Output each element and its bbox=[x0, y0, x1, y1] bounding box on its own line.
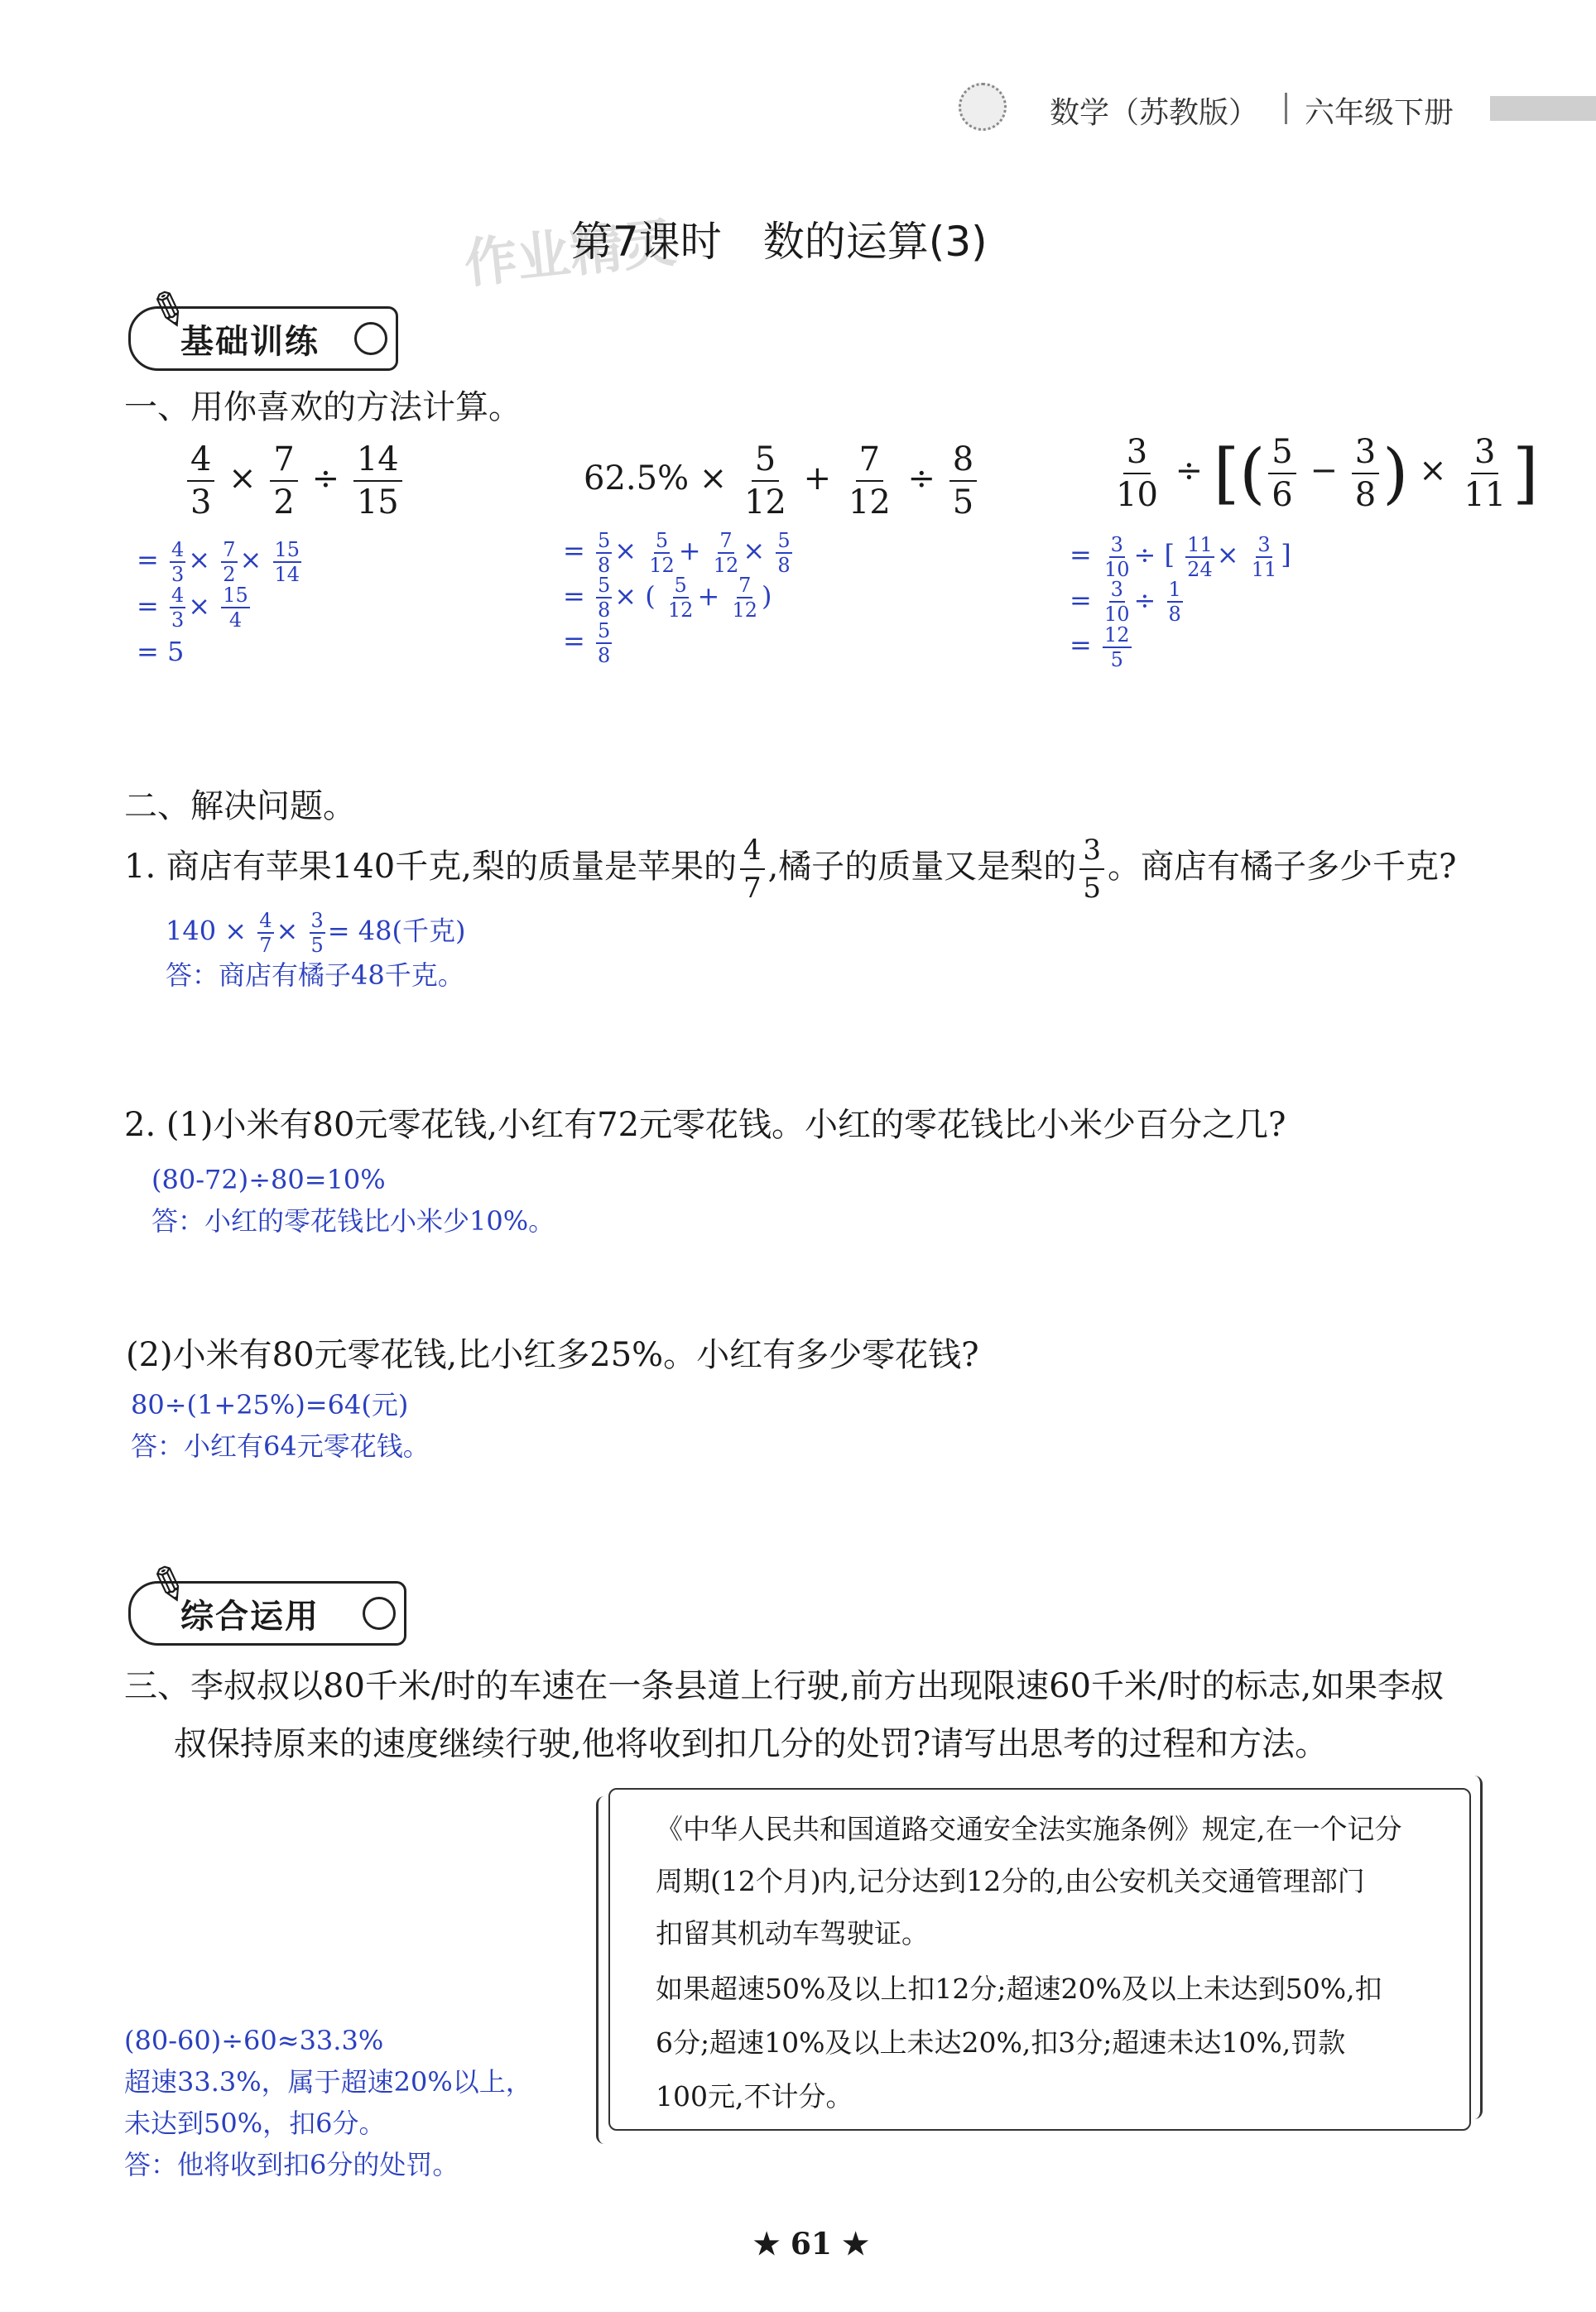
section-basic-label: 基础训练 bbox=[180, 322, 320, 361]
watermark: 作业精灵 bbox=[461, 212, 679, 296]
problem1: $\frac{4}{3}$ × $\frac{7}{2}$ ÷ $\frac{14}{15}$ bbox=[184, 443, 406, 519]
section-comprehensive-label: 综合运用 bbox=[180, 1597, 320, 1636]
scroll-line: 6分;超速10%及以上未达20%,扣3分;超速未达10%,罚款 bbox=[656, 2026, 1346, 2059]
header-divider bbox=[1285, 93, 1287, 124]
part3-text2: 叔保持原来的速度继续行驶,他将收到扣几分的处罚?请写出思考的过程和方法。 bbox=[174, 1725, 1329, 1763]
part3-text1: 三、李叔叔以80千米/时的车速在一条县道上行驶,前方出现限速60千米/时的标志,如果李叔 bbox=[124, 1667, 1445, 1705]
part1-heading: 一、用你喜欢的方法计算。 bbox=[124, 388, 522, 426]
question2a: 2. (1)小米有80元零花钱,小红有72元零花钱。小红的零花钱比小米少百分之几? bbox=[124, 1106, 1286, 1144]
part3-answer: (80-60)÷60≈33.3% 超速33.3%，属于超速20%以上， 未达到50%，扣6分。 答：他将收到扣6分的处罚。 bbox=[124, 2025, 532, 2180]
section-comprehensive-badge bbox=[128, 1553, 406, 1646]
problem3: $\frac{3}{10}$ ÷ [( $\frac{5}{6}$ − $\frac{3}{8}$ ) × $\frac{3}{11}$ ] bbox=[1116, 432, 1539, 514]
scroll-line: 如果超速50%及以上扣12分;超速20%及以上未达到50%,扣 bbox=[656, 1973, 1382, 2005]
page-number: ★ 61 ★ bbox=[753, 2227, 869, 2262]
problem2-answer: = $\frac{5}{8}$ × $\frac{5}{12}$ + $\frac{7}{12}$ × $\frac{5}{8}$ = $\frac{5}{8}$ × ( $\frac{5}{12}$ + $\frac{7}{12}$ ) = $\frac{5}{8}$ bbox=[563, 528, 791, 667]
header-bar bbox=[1490, 96, 1596, 121]
pencil-icon: ✎ bbox=[141, 278, 196, 344]
ring-icon bbox=[354, 322, 387, 355]
lesson-title: 第7课时 数的运算(3) bbox=[571, 218, 988, 266]
question2b-answer: 80÷(1+25%)=64(元) 答：小红有64元零花钱。 bbox=[131, 1389, 430, 1462]
ring-icon bbox=[363, 1597, 396, 1630]
question2a-answer: (80-72)÷80=10% 答：小红的零花钱比小米少10%。 bbox=[151, 1164, 555, 1237]
star-icon: ★ bbox=[753, 2227, 781, 2262]
header-sun-icon bbox=[959, 83, 1007, 131]
problem1-answer: = $\frac{4}{3}$ × $\frac{7}{2}$ × $\frac{15}{14}$ = $\frac{4}{3}$ × $\frac{15}{4}$ = 5 bbox=[137, 537, 300, 667]
question2b: (2)小米有80元零花钱,比小红多25%。小红有多少零花钱? bbox=[126, 1336, 979, 1374]
scroll-line: 100元,不计分。 bbox=[656, 2080, 853, 2113]
question1: 1. 商店有苹果140千克,梨的质量是苹果的 $\frac{4}{7}$ ,橘子的质量又是梨的 $\frac{3}{5}$ 。商店有橘子多少千克? bbox=[124, 834, 1457, 905]
problem2: 62.5% × $\frac{5}{12}$ + $\frac{7}{12}$ ÷ $\frac{8}{5}$ bbox=[584, 443, 980, 519]
scroll-line: 周期(12个月)内,记分达到12分的,由公安机关交通管理部门 bbox=[656, 1865, 1365, 1897]
scroll-roll-left bbox=[596, 1796, 615, 2144]
regulation-scroll bbox=[608, 1788, 1471, 2131]
header-grade: 六年级下册 bbox=[1305, 96, 1454, 130]
star-icon: ★ bbox=[842, 2227, 869, 2262]
scroll-line: 《中华人民共和国道路交通安全法实施条例》规定,在一个记分 bbox=[656, 1813, 1402, 1845]
section-basic-badge bbox=[128, 278, 398, 371]
question1-answer: 140 × $\frac{4}{7}$ × $\frac{3}{5}$ = 48(千克) 答：商店有橘子48千克。 bbox=[166, 909, 466, 991]
problem3-answer: = $\frac{3}{10}$ ÷ [ $\frac{11}{24}$ × $\frac{3}{11}$ ] = $\frac{3}{10}$ ÷ $\frac{1}{8}$ = $\frac{12}{5}$ bbox=[1070, 532, 1291, 671]
part2-heading: 二、解决问题。 bbox=[124, 787, 356, 825]
pencil-icon: ✎ bbox=[141, 1553, 196, 1618]
scroll-line: 扣留其机动车驾驶证。 bbox=[656, 1917, 929, 1949]
scroll-roll-right bbox=[1464, 1776, 1483, 2119]
header-subject: 数学（苏教版） bbox=[1050, 96, 1259, 130]
